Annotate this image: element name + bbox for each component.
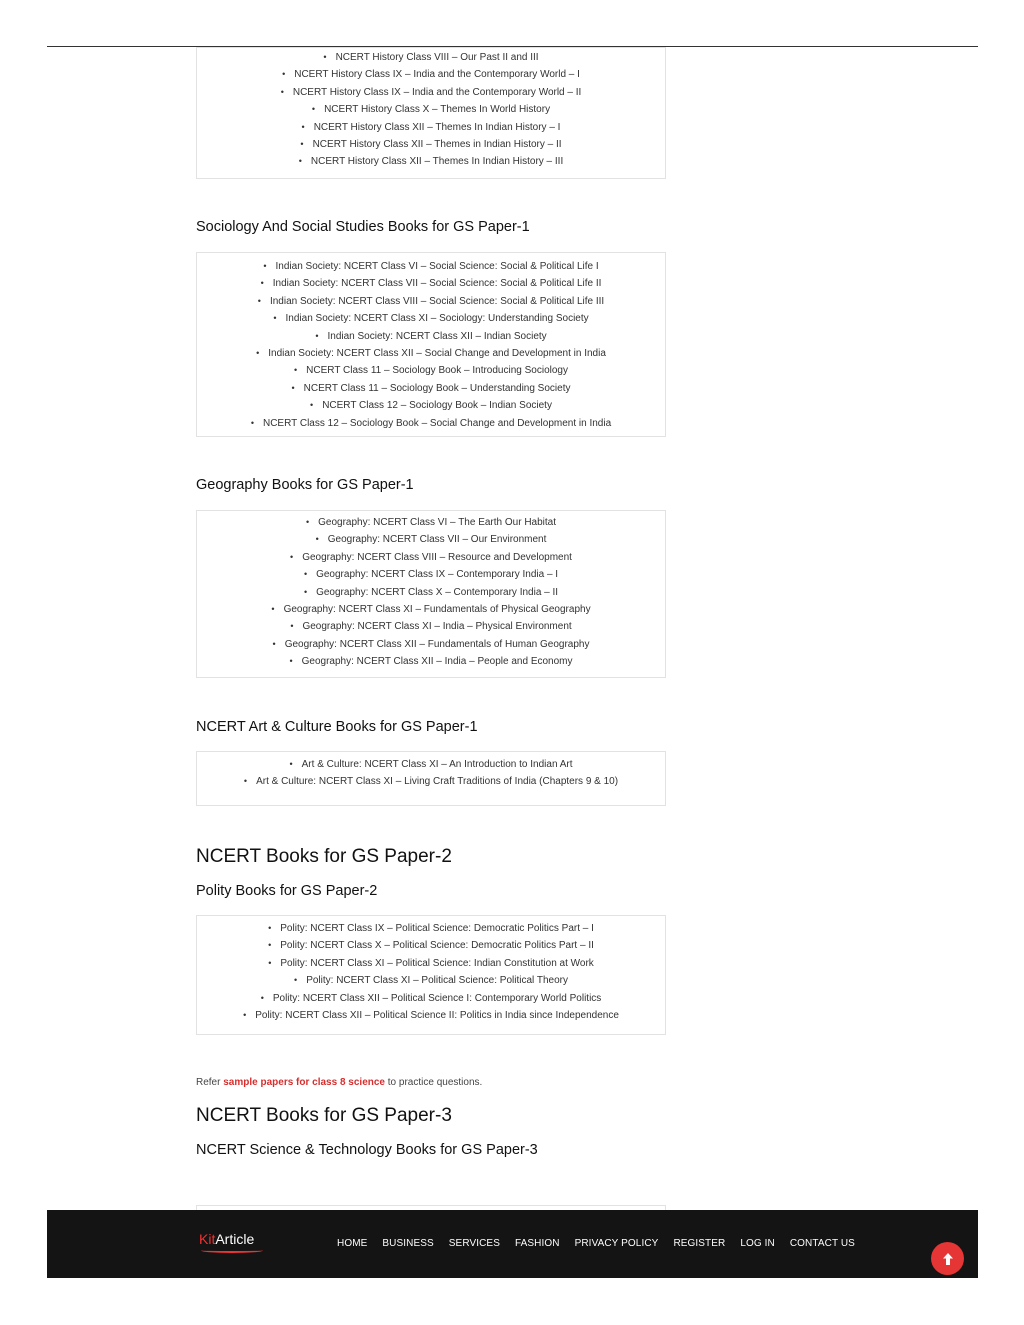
gs-paper-3-heading: NCERT Books for GS Paper-3 (196, 1105, 452, 1126)
list-item[interactable]: • Indian Society: NCERT Class XII – Indian Society (209, 328, 653, 345)
list-item[interactable]: • Polity: NCERT Class XII – Political Science II: Politics in India since Independence (209, 1007, 653, 1024)
list-item[interactable]: • NCERT Class 11 – Sociology Book – Introducing Sociology (209, 362, 653, 379)
article-content (196, 47, 666, 1158)
list-item[interactable]: • Geography: NCERT Class VI – The Earth Our Habitat (209, 514, 653, 531)
sample-papers-link[interactable]: sample papers for class 8 science (223, 1077, 385, 1088)
list-item[interactable]: • Geography: NCERT Class XII – India – People and Economy (209, 653, 653, 670)
nav-log-in[interactable]: LOG IN (740, 1238, 775, 1249)
polity-heading: Polity Books for GS Paper-2 (196, 883, 378, 899)
list-item[interactable]: • Polity: NCERT Class X – Political Science: Democratic Politics Part – II (209, 937, 653, 954)
list-item[interactable]: • Geography: NCERT Class XI – Fundamentals of Physical Geography (209, 601, 653, 618)
nav-services[interactable]: SERVICES (448, 1238, 500, 1249)
art-culture-books-box (196, 751, 666, 806)
refer-suffix: to practice questions. (387, 1077, 483, 1088)
polity-books-box (196, 915, 666, 1035)
list-item[interactable]: • NCERT Class 12 – Sociology Book – Social Change and Development in India (209, 415, 653, 432)
list-item[interactable]: • NCERT History Class X – Themes In World History (209, 101, 653, 118)
history-books-list (209, 49, 653, 171)
list-item[interactable]: • Art & Culture: NCERT Class XI – Living Craft Traditions of India (Chapters 9 & 10) (209, 773, 653, 790)
list-item[interactable]: • Geography: NCERT Class XI – India – Physical Environment (209, 618, 653, 635)
list-item[interactable]: • Indian Society: NCERT Class VI – Social Science: Social & Political Life I (209, 258, 653, 275)
list-item[interactable]: • Polity: NCERT Class XI – Political Science: Indian Constitution at Work (209, 955, 653, 972)
list-item[interactable]: • NCERT History Class VIII – Our Past II and III (209, 49, 653, 66)
list-item[interactable]: • NCERT History Class XII – Themes In Indian History – III (209, 153, 653, 170)
site-footer (47, 1210, 978, 1278)
list-item[interactable]: • NCERT History Class XII – Themes In Indian History – I (209, 119, 653, 136)
list-item[interactable]: • Geography: NCERT Class IX – Contemporary India – I (209, 566, 653, 583)
logo-swoosh-icon (201, 1248, 263, 1253)
list-item[interactable]: • Polity: NCERT Class XI – Political Science: Political Theory (209, 972, 653, 989)
nav-home[interactable]: HOME (337, 1238, 368, 1249)
gs-paper-2-heading: NCERT Books for GS Paper-2 (196, 846, 452, 867)
list-item[interactable]: • Polity: NCERT Class IX – Political Science: Democratic Politics Part – I (209, 920, 653, 937)
list-item[interactable]: • Indian Society: NCERT Class XII – Social Change and Development in India (209, 345, 653, 362)
nav-fashion[interactable]: FASHION (514, 1238, 560, 1249)
geography-heading: Geography Books for GS Paper-1 (196, 477, 414, 493)
list-item[interactable]: • NCERT History Class IX – India and the Contemporary World – I (209, 66, 653, 83)
arrow-up-icon (942, 1252, 954, 1266)
list-item[interactable]: • Art & Culture: NCERT Class XI – An Introduction to Indian Art (209, 756, 653, 773)
list-item[interactable]: • Polity: NCERT Class XII – Political Science I: Contemporary World Politics (209, 990, 653, 1007)
refer-paragraph (196, 1077, 482, 1088)
list-item[interactable]: • NCERT History Class IX – India and the Contemporary World – II (209, 84, 653, 101)
list-item[interactable]: • Geography: NCERT Class VII – Our Environment (209, 531, 653, 548)
art-culture-books-list (209, 756, 653, 791)
polity-books-list (209, 920, 653, 1024)
list-item[interactable]: • Geography: NCERT Class VIII – Resource and Development (209, 549, 653, 566)
list-item[interactable]: • Indian Society: NCERT Class VIII – Social Science: Social & Political Life III (209, 293, 653, 310)
site-logo[interactable] (199, 1231, 254, 1247)
logo-article: Article (215, 1231, 255, 1247)
list-item[interactable]: • NCERT History Class XII – Themes in Indian History – II (209, 136, 653, 153)
nav-register[interactable]: REGISTER (673, 1238, 726, 1249)
list-item[interactable]: • Geography: NCERT Class X – Contemporary India – II (209, 584, 653, 601)
sociology-heading: Sociology And Social Studies Books for GS Paper-1 (196, 219, 530, 235)
sociology-books-box (196, 252, 666, 437)
geography-books-list (209, 514, 653, 671)
logo-kit: Kit (199, 1231, 216, 1247)
nav-contact-us[interactable]: CONTACT US (789, 1238, 855, 1249)
scroll-to-top-button[interactable] (931, 1242, 964, 1275)
history-books-box (196, 47, 666, 179)
art-culture-heading: NCERT Art & Culture Books for GS Paper-1 (196, 719, 478, 735)
list-item[interactable]: • NCERT Class 11 – Sociology Book – Understanding Society (209, 380, 653, 397)
sociology-books-list (209, 258, 653, 432)
nav-privacy-policy[interactable]: PRIVACY POLICY (574, 1238, 659, 1249)
list-item[interactable]: • Indian Society: NCERT Class VII – Social Science: Social & Political Life II (209, 275, 653, 292)
list-item[interactable]: • Indian Society: NCERT Class XI – Sociology: Understanding Society (209, 310, 653, 327)
list-item[interactable]: • NCERT Class 12 – Sociology Book – Indian Society (209, 397, 653, 414)
geography-books-box (196, 510, 666, 678)
nav-business[interactable]: BUSINESS (382, 1238, 434, 1249)
refer-prefix: Refer (196, 1077, 221, 1088)
science-technology-heading: NCERT Science & Technology Books for GS Paper-3 (196, 1142, 538, 1158)
list-item[interactable]: • Geography: NCERT Class XII – Fundamentals of Human Geography (209, 636, 653, 653)
footer-nav (337, 1238, 855, 1249)
